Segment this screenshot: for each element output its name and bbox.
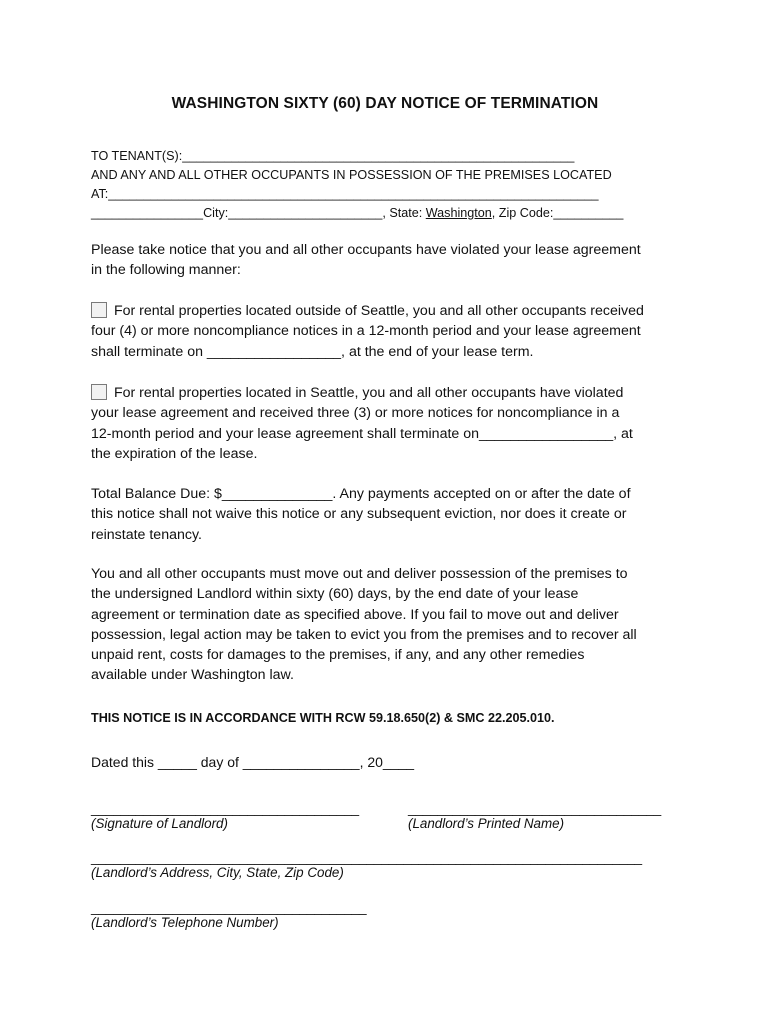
intro-line: Please take notice that you and all other occupants have violated your lease agreement: [91, 242, 641, 258]
option-text: the expiration of the lease.: [91, 445, 258, 462]
option-text: For rental properties located outside of Seattle, you and all other occupants received: [110, 303, 644, 319]
option-outside-seattle: [91, 301, 691, 362]
occupants-line: AND ANY AND ALL OTHER OCCUPANTS IN POSSESSION OF THE PREMISES LOCATED: [91, 168, 612, 182]
premises-at-line[interactable]: AT:______________________________________________________________________: [91, 187, 599, 201]
signature-caption: (Signature of Landlord): [91, 816, 228, 831]
balance-text: reinstate tenancy.: [91, 526, 202, 543]
move-out-paragraph: [91, 564, 691, 686]
option-text: your lease agreement and received three (3) or more notices for noncompliance in a: [91, 405, 620, 422]
checkbox-outside-seattle[interactable]: [91, 302, 107, 318]
move-out-text: possession, legal action may be taken to evict you from the premises and to recover all: [91, 626, 637, 643]
balance-due-field[interactable]: Total Balance Due: $______________. Any payments accepted on or after the date of: [91, 486, 631, 502]
move-out-text: You and all other occupants must move out and deliver possession of the premises to: [91, 566, 628, 582]
telephone-caption: (Landlord’s Telephone Number): [91, 915, 279, 930]
move-out-text: available under Washington law.: [91, 667, 294, 684]
move-out-text: unpaid rent, costs for damages to the premises, if any, and any other remedies: [91, 647, 585, 664]
balance-text: this notice shall not waive this notice or any subsequent eviction, nor does it create or: [91, 506, 627, 523]
printed-name-caption: (Landlord’s Printed Name): [408, 816, 565, 831]
state-value: Washington: [425, 206, 492, 220]
tenant-line[interactable]: TO TENANT(S):________________________________________________________: [91, 149, 575, 163]
landlord-address-caption: (Landlord’s Address, City, State, Zip Code): [91, 865, 344, 880]
printed-name-line[interactable]: __________________________________: [408, 801, 662, 816]
document-title: WASHINGTON SIXTY (60) DAY NOTICE OF TERMINATION: [171, 95, 599, 112]
intro-paragraph: [91, 240, 691, 281]
option-text: For rental properties located in Seattle, you and all other occupants have violated: [110, 385, 624, 401]
legal-notice: THIS NOTICE IS IN ACCORDANCE WITH RCW 59.18.650(2) & SMC 22.205.010.: [91, 711, 555, 725]
balance-paragraph: [91, 484, 691, 545]
option-text: four (4) or more noncompliance notices in a 12-month period and your lease agreement: [91, 323, 641, 340]
dated-field[interactable]: Dated this _____ day of _______________, 20____: [91, 754, 415, 770]
landlord-address-line[interactable]: __________________________________________________________________________: [91, 850, 643, 865]
move-out-text: the undersigned Landlord within sixty (60) days, by the end date of your lease: [91, 586, 579, 603]
intro-line: in the following manner:: [91, 262, 241, 279]
city-field[interactable]: ________________City:______________________, State:: [91, 206, 426, 220]
move-out-text: agreement or termination date as specified above. If you fail to move out and deliver: [91, 606, 619, 623]
checkbox-in-seattle[interactable]: [91, 384, 107, 400]
termination-date-field[interactable]: shall terminate on _________________, at the end of your lease term.: [91, 343, 534, 360]
city-state-zip-line[interactable]: [91, 204, 691, 223]
termination-date-field[interactable]: 12-month period and your lease agreement shall terminate on_________________, at: [91, 425, 633, 442]
signature-line[interactable]: ____________________________________: [91, 801, 360, 816]
zip-field[interactable]: , Zip Code:__________: [491, 206, 624, 220]
telephone-line[interactable]: _____________________________________: [91, 900, 367, 915]
option-in-seattle: [91, 383, 691, 464]
